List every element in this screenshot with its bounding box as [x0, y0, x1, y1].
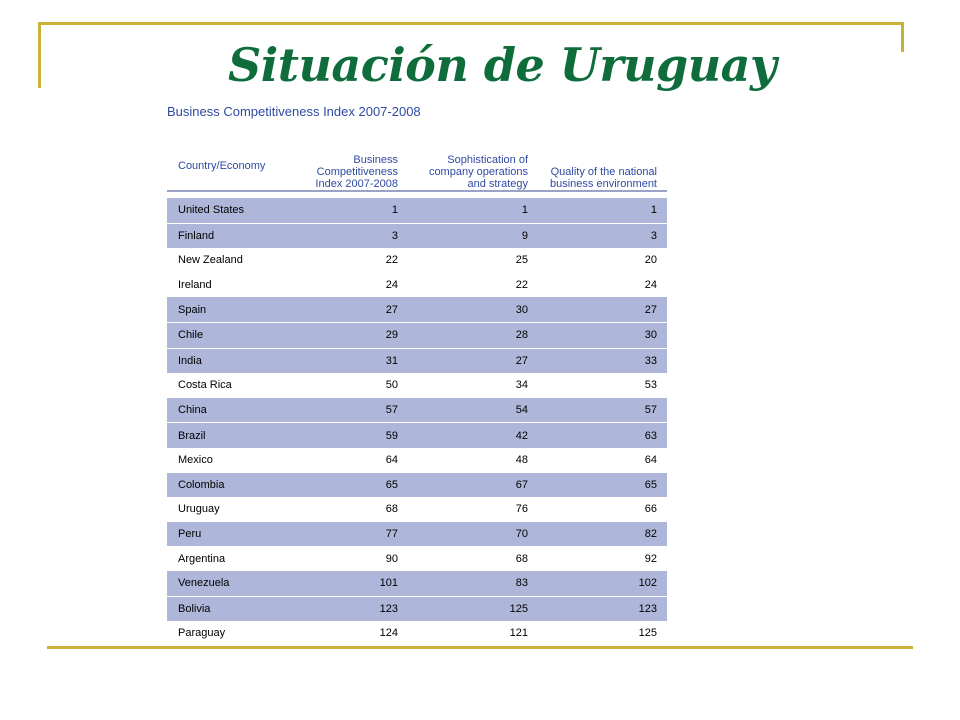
cell-sophistication: 125 [408, 596, 538, 621]
cell-bci: 24 [385, 279, 398, 292]
cell-country: Ireland [178, 279, 212, 292]
cell-sophistication: 22 [515, 279, 528, 292]
cell-bci: 57 [308, 398, 408, 423]
cell-sophistication: 27 [408, 348, 538, 373]
left-decorative-rule [38, 22, 41, 88]
table-row [167, 273, 667, 298]
cell-bci: 29 [308, 322, 408, 348]
cell-quality: 125 [638, 627, 657, 640]
cell-bci: 50 [385, 379, 398, 392]
cell-bci: 59 [308, 423, 408, 448]
cell-country: Argentina [178, 552, 226, 565]
cell-country: Venezuela [167, 571, 308, 596]
cell-bci: 31 [308, 348, 408, 373]
table-row [167, 198, 667, 223]
header-spacer [167, 191, 667, 198]
table-header-row [167, 142, 667, 191]
cell-bci: 68 [385, 503, 398, 516]
cell-sophistication: 54 [408, 398, 538, 423]
table-row [167, 297, 667, 322]
cell-bci: 90 [385, 552, 398, 565]
cell-sophistication: 34 [515, 379, 528, 392]
cell-quality: 57 [538, 398, 667, 423]
cell-country: China [167, 398, 308, 423]
cell-bci: 101 [308, 571, 408, 596]
cell-quality: 82 [538, 522, 667, 547]
cell-sophistication: 25 [515, 254, 528, 267]
cell-country: Spain [167, 297, 308, 322]
table-row [167, 522, 667, 547]
header-bci: Business Competitiveness Index 2007-2008 [308, 142, 408, 191]
cell-bci: 123 [308, 596, 408, 621]
cell-quality: 33 [538, 348, 667, 373]
cell-quality: 20 [644, 254, 657, 267]
cell-sophistication: 70 [408, 522, 538, 547]
cell-country: Brazil [167, 423, 308, 448]
cell-country: Mexico [178, 454, 213, 467]
top-decorative-rule [40, 22, 904, 25]
table-title: Business Competitiveness Index 2007-2008 [167, 104, 421, 119]
cell-country: Costa Rica [178, 379, 232, 392]
cell-quality: 30 [538, 322, 667, 348]
cell-sophistication: 48 [515, 454, 528, 467]
table-row [167, 546, 667, 571]
table-row [167, 621, 667, 646]
table-row [167, 571, 667, 596]
cell-quality: 64 [644, 454, 657, 467]
cell-country: Finland [167, 223, 308, 248]
cell-bci: 27 [308, 297, 408, 322]
cell-sophistication: 83 [408, 571, 538, 596]
cell-sophistication: 1 [408, 198, 538, 223]
cell-bci: 124 [379, 627, 398, 640]
header-quality: Quality of the national business environment [538, 142, 667, 191]
header-country: Country/Economy [167, 142, 308, 191]
table-row [167, 248, 667, 273]
cell-sophistication: 42 [408, 423, 538, 448]
cell-bci: 77 [308, 522, 408, 547]
cell-quality: 63 [538, 423, 667, 448]
cell-country: Chile [167, 322, 308, 348]
cell-country: India [167, 348, 308, 373]
table-row [167, 223, 667, 248]
cell-quality: 3 [538, 223, 667, 248]
cell-quality: 92 [644, 552, 657, 565]
table-body [167, 191, 667, 646]
cell-bci: 65 [308, 473, 408, 498]
table-row [167, 373, 667, 398]
table-row [167, 497, 667, 522]
cell-quality: 123 [538, 596, 667, 621]
table-row [167, 322, 667, 348]
bottom-decorative-rule [47, 646, 913, 649]
cell-bci: 64 [385, 454, 398, 467]
cell-sophistication: 68 [515, 552, 528, 565]
table-row [167, 423, 667, 448]
cell-sophistication: 76 [515, 503, 528, 516]
cell-bci: 1 [308, 198, 408, 223]
header-sophistication: Sophistication of company operations and strategy [408, 142, 538, 191]
cell-country: Colombia [167, 473, 308, 498]
table-row [167, 473, 667, 498]
table-row [167, 596, 667, 621]
cell-sophistication: 9 [408, 223, 538, 248]
cell-country: United States [167, 198, 308, 223]
cell-sophistication: 121 [509, 627, 528, 640]
cell-quality: 1 [538, 198, 667, 223]
cell-bci: 3 [308, 223, 408, 248]
cell-country: Peru [167, 522, 308, 547]
cell-country: Uruguay [178, 503, 220, 516]
table-row [167, 348, 667, 373]
table-row [167, 448, 667, 473]
cell-country: New Zealand [178, 254, 243, 267]
cell-quality: 65 [538, 473, 667, 498]
cell-sophistication: 30 [408, 297, 538, 322]
cell-quality: 53 [644, 379, 657, 392]
cell-country: Paraguay [178, 627, 226, 640]
cell-quality: 66 [644, 503, 657, 516]
table-row [167, 398, 667, 423]
cell-bci: 22 [385, 254, 398, 267]
cell-quality: 102 [538, 571, 667, 596]
slide-title: Situación de Uruguay [228, 38, 777, 92]
cell-sophistication: 28 [408, 322, 538, 348]
cell-quality: 24 [644, 279, 657, 292]
cell-country: Bolivia [167, 596, 308, 621]
cell-sophistication: 67 [408, 473, 538, 498]
cell-quality: 27 [538, 297, 667, 322]
right-decorative-rule [901, 22, 904, 52]
competitiveness-table [167, 142, 667, 646]
